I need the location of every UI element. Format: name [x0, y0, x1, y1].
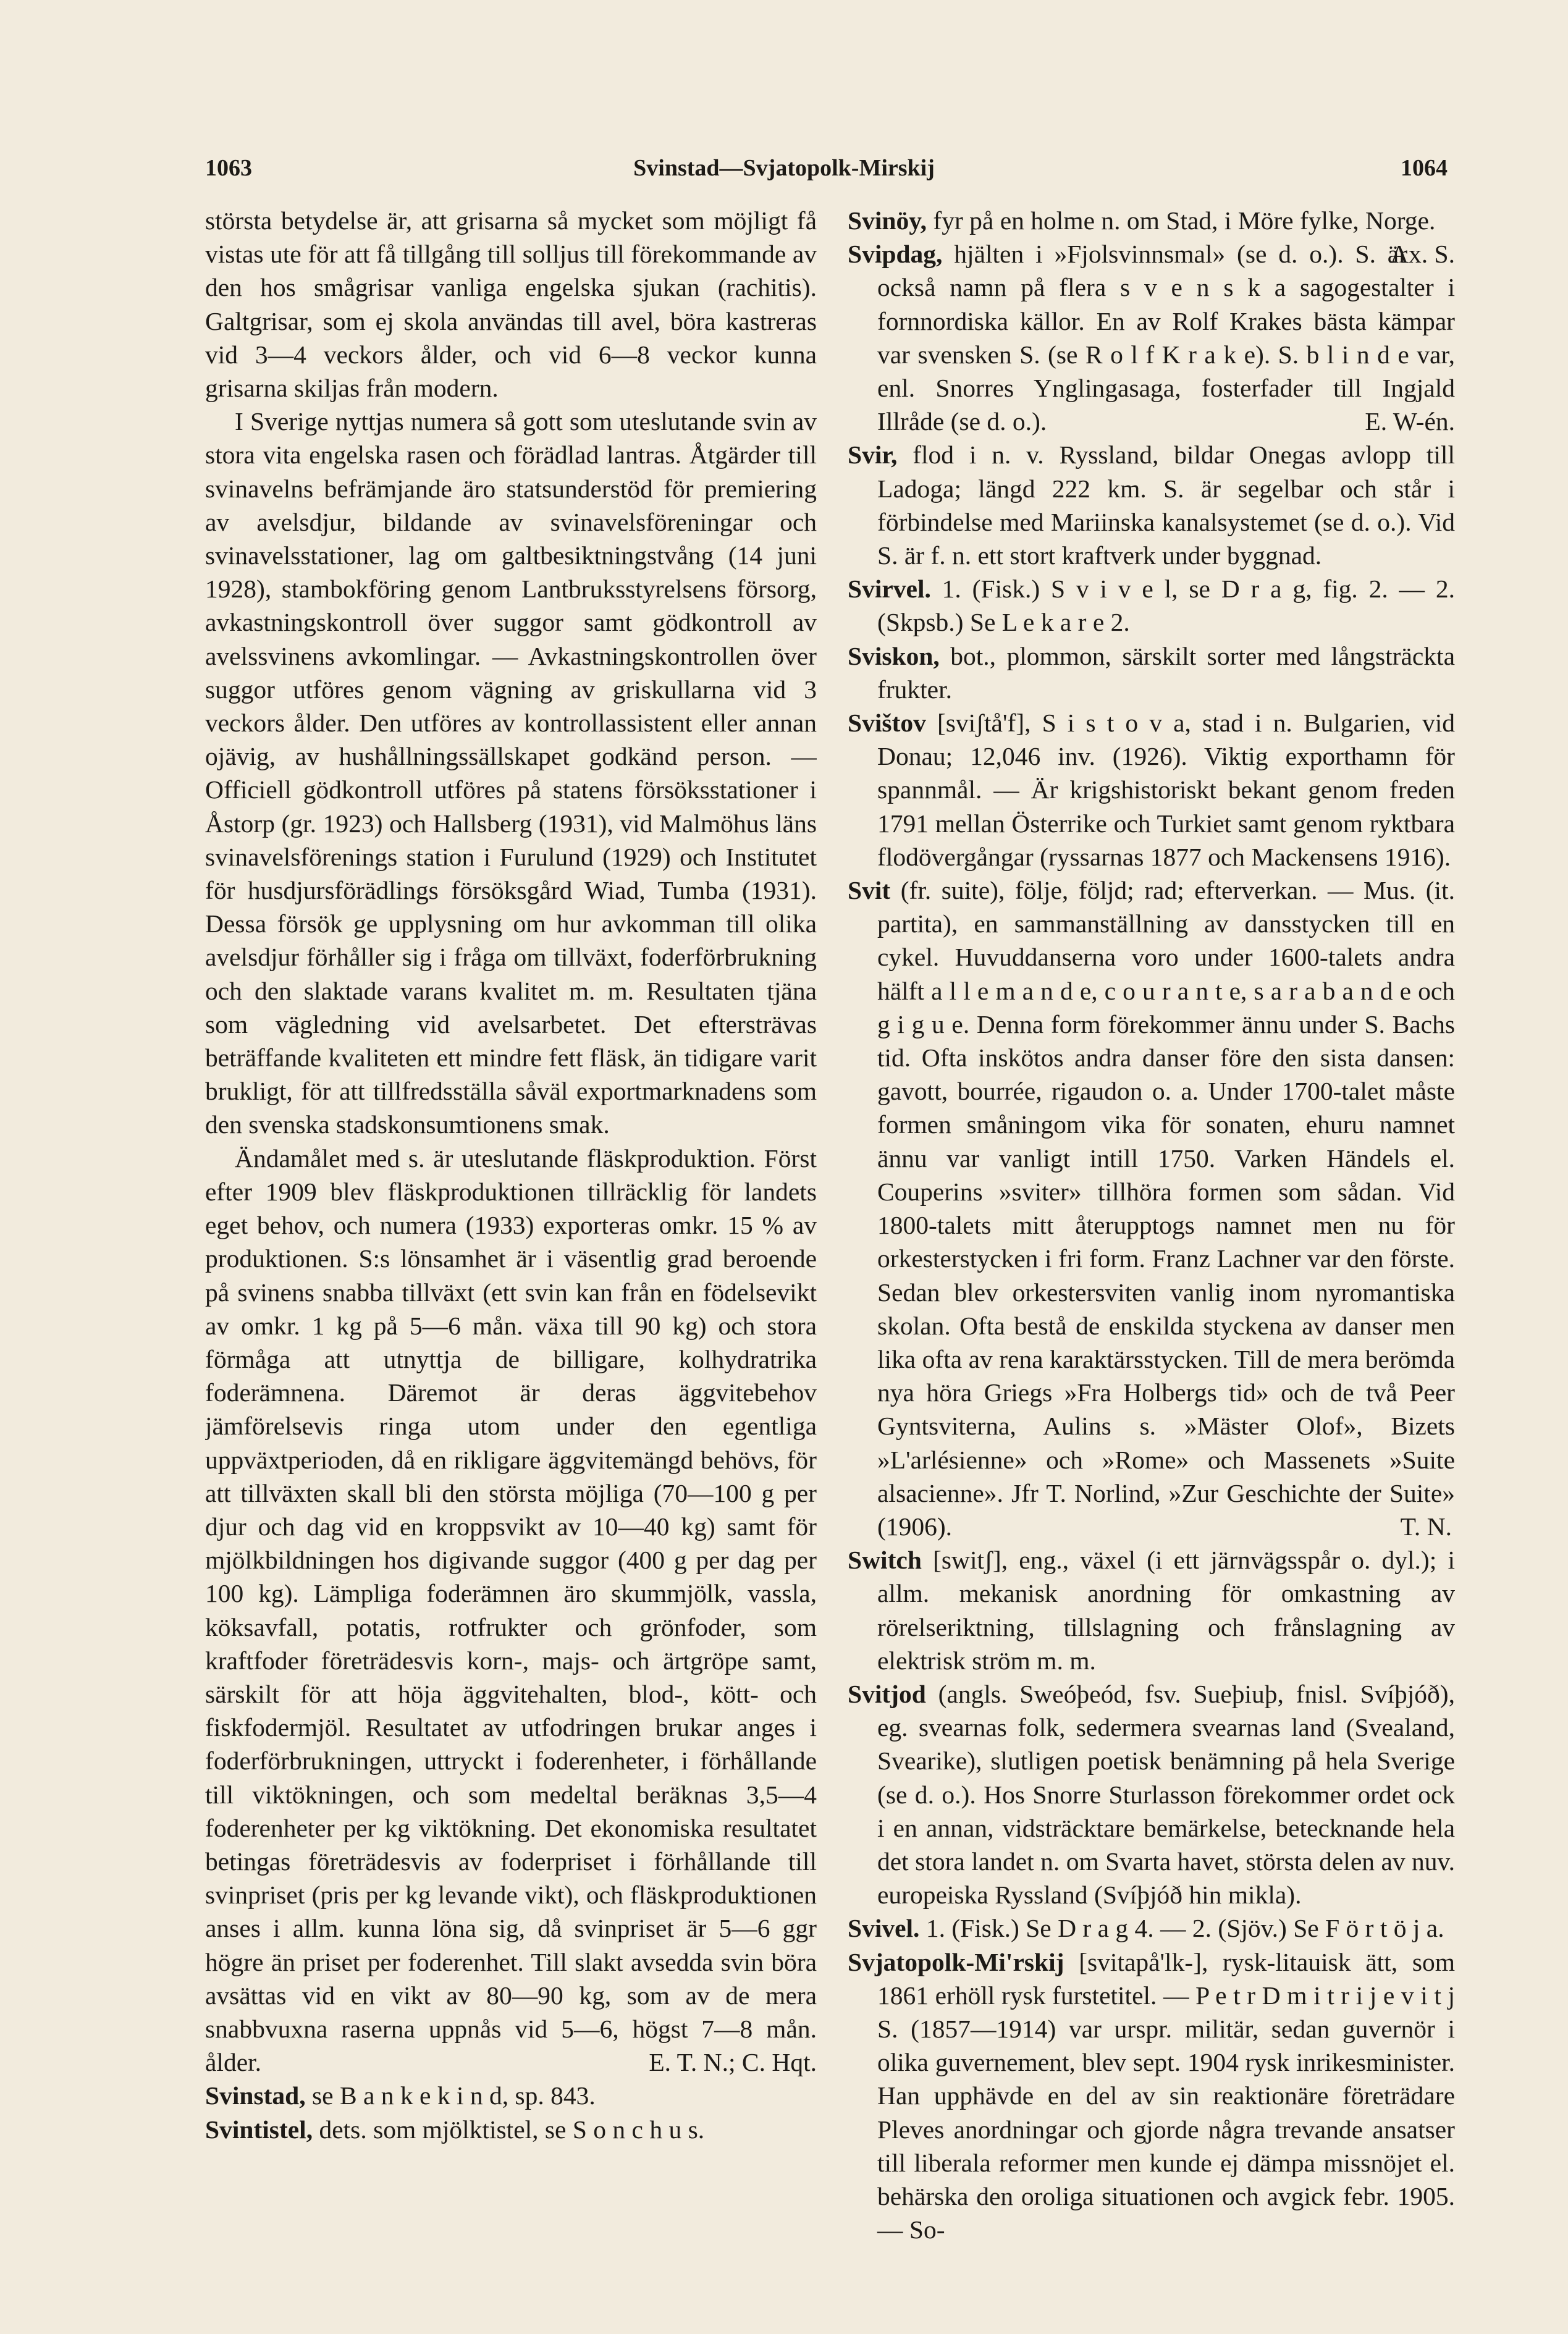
dictionary-entry — [848, 1543, 1455, 1677]
entry-text: 1. (Fisk.) Se D r a g 4. — 2. (Sjöv.) Se F ö r t ö j a. — [919, 1914, 1444, 1943]
entry-text: dets. som mjölktistel, se S o n c h u s. — [313, 2115, 705, 2144]
running-head: Svinstad—Svjatopolk-Mirskij — [633, 155, 935, 181]
entry-text: bot., plommon, särskilt sorter med långsträckta frukter. — [877, 641, 1455, 704]
author-signature: Ax. S. — [1390, 240, 1455, 269]
page-number-left: 1063 — [205, 155, 252, 181]
entry-headword: Svitjod — [848, 1679, 926, 1708]
entry-headword: Svištov — [848, 709, 926, 738]
body-paragraph — [205, 204, 817, 405]
page-number-right: 1064 — [1401, 155, 1448, 181]
entry-headword: Svipdag, — [848, 240, 943, 269]
entry-text: I Sverige nyttjas numera så gott som uteslutande svin av stora vita engelska rasen och förädlad lantras. Åtgärder till svinavelns befrämjande äro statsunderstöd för premiering av avelsdjur, bildande av svinavelsföreningar och svinavelsstationer, lag om galtbesiktningstvång (14 juni 1928), stambokföring genom Lantbruksstyrelsens försorg, avkastningskontroll över suggor samt gödkontroll av avelssvinens avkomlingar. — Avkastningskontrollen över suggor utföres genom vägning av griskullarna vid 3 veckors ålder. Den utföres av kontrollassistent eller annan ojävig, av hushållningssällskapet godkänd person. — Officiell gödkontroll utföres på statens försöksstationer i Åstorp (gr. 1923) och Hallsberg (1931), vid Malmöhus läns svinavelsförenings station i Furulund (1929) och Institutet för husdjursförädlings försöksgård Wiad, Tumba (1931). Dessa försök ge upplysning om hur avkomman till olika avelsdjur förhåller sig i fråga om tillväxt, foderförbrukning och den slaktade varans kvalitet m. m. Resultaten tjäna som vägledning vid avelsarbetet. Det eftersträvas beträffande kvaliteten ett mindre fett fläsk, än tidigare varit brukligt, för att tillfredsställa såväl exportmarknadens som den svenska stadskonsumtionens smak. — [205, 407, 817, 1139]
entry-text: (fr. suite), följe, följd; rad; efterverkan. — Mus. (it. partita), en sammanställning av dansstycken till en cykel. Huvuddanserna voro under 1600-talets andra hälft a l l e m a n d e, c o u r a n t e, s a r a b a n d e och g i g u e. Denna form förekommer ännu under S. Bachs tid. Ofta inskötos andra danser före den sista dansen: gavott, bourrée, rigaudon o. a. Under 1700-talet måste formen småningom vika för sonaten, ehuru namnet ännu var vanligt intill 1750. Varken Händels el. Couperins »sviter» tillhöra formen som sådan. Vid 1800-talets mitt återupptogs namnet men nu för orkesterstycken i fri form. Franz Lachner var den förste. Sedan blev orkestersviten vanlig inom nyromantiska skolan. Ofta bestå de enskilda styckena av danser men lika ofta av rena karaktärsstycken. Till de mera berömda nya höra Griegs »Fra Holbergs tid» och de två Peer Gyntsviterna, Aulins s. »Mäster Olof», Bizets »L'arlésienne» och »Rome» och Massenets »Suite alsacienne». Jfr T. Norlind, »Zur Geschichte der Suite» (1906). — [877, 876, 1455, 1541]
entry-text: [switʃ], eng., växel (i ett järnvägsspår o. dyl.); i allm. mekanisk anordning för omkastning av rörelseriktning, tillslagning och frånslagning av elektrisk ström m. m. — [877, 1546, 1455, 1675]
entry-headword: Switch — [848, 1546, 922, 1575]
dictionary-entry — [205, 2113, 817, 2146]
entry-text: se B a n k e k i n d, sp. 843. — [305, 2081, 596, 2110]
entry-headword: Sviskon, — [848, 641, 940, 670]
author-signature: E. W-én. — [1365, 407, 1455, 436]
entry-text: [svitapå'lk-], rysk-litauisk ätt, som 1861 erhöll rysk furstetitel. — P e t r D m i t r i j e v i t j S. (1857—1914) var urspr. militär, sedan guvernör i olika guvernement, blev sept. 1904 rysk inrikesminister. Han upphävde en del av sin reaktionäre företrädare Pleves anordningar och gjorde några trevande ansatser till liberala reformer men kunde ej dämpa missnöjet el. behärska den oroliga situationen och avgick febr. 1905. — So- — [877, 1947, 1455, 2244]
dictionary-entry — [848, 572, 1455, 639]
dictionary-entry — [848, 1945, 1455, 2247]
dictionary-entry — [848, 874, 1455, 1543]
entry-headword: Svir, — [848, 440, 898, 470]
entry-headword: Svinstad, — [205, 2081, 306, 2110]
entry-text: hjälten i »Fjolsvinnsmal» (se d. o.). S. är också namn på flera s v e n s k a sagogestalter i fornnordiska källor. En av Rolf Krakes bästa kämpar var svensken S. (se R o l f K r a k e). S. b l i n d e var, enl. Snorres Ynglingasaga, fosterfader till Ingjald Illråde (se d. o.). — [877, 240, 1455, 436]
entry-text: flod i n. v. Ryssland, bildar Onegas avlopp till Ladoga; längd 222 km. S. är segelbar och står i förbindelse med Mariinska kanalsystemet (se d. o.). Vid S. är f. n. ett stort kraftverk under byggnad. — [877, 440, 1455, 570]
entry-text: Ändamålet med s. är uteslutande fläskproduktion. Först efter 1909 blev fläskproduktionen tillräcklig för landets eget behov, och numera (1933) exporteras omkr. 15 % av produktionen. S:s lönsamhet är i väsentlig grad beroende på svinens snabba tillväxt (ett svin kan från en födelsevikt av omkr. 1 kg på 5—6 mån. växa till 90 kg) och stora förmåga att utnyttja de billigare, kolhydratrika foderämnena. Däremot är deras äggvitebehov jämförelsevis ringa utom under den egentliga uppväxtperioden, då en rikligare äggvitemängd behövs, för att tillväxten skall bli den största möjliga (70—100 g per djur och dag vid en kroppsvikt av 10—40 kg) samt för mjölkbildningen hos digivande suggor (400 g per dag per 100 kg). Lämpliga foderämnen äro skummjölk, vassla, köksavfall, potatis, rotfrukter och grönfoder, som kraftfoder företrädesvis korn-, majs- och ärtgröpe samt, särskilt för att höja äggvitehalten, blod-, kött- och fiskfodermjöl. Resultatet av utfodringen brukar anges i foderförbrukningen, uttryckt i foderenheter, i förhållande till viktökningen, och som medeltal beräknas 3,5—4 foderenheter per kg viktökning. Det ekonomiska resultatet betingas företrädesvis av foderpriset i förhållande till svinpriset (pris per kg levande vikt), och fläskproduktionen anses i allm. kunna löna sig, då svinpriset är 5—6 ggr högre än priset per foderenhet. Till slakt avsedda svin böra avsättas vid en vikt av 80—90 kg, som av de mera snabbvuxna raserna uppnås vid 5—6, högst 7—8 mån. ålder. — [205, 1144, 817, 2077]
body-paragraph — [205, 1142, 817, 2079]
dictionary-entry — [848, 1911, 1455, 1945]
entry-text: 1. (Fisk.) S v i v e l, se D r a g, fig. 2. — 2. (Skpsb.) Se L e k a r e 2. — [877, 575, 1455, 637]
dictionary-entry — [848, 639, 1455, 706]
right-column — [848, 204, 1455, 2323]
entry-headword: Svinöy, — [848, 206, 927, 235]
entry-headword: Svirvel. — [848, 575, 931, 604]
entry-text: fyr på en holme n. om Stad, i Möre fylke, Norge. — [927, 206, 1436, 235]
author-signature: T. N. — [1400, 1512, 1452, 1541]
entry-text: [sviʃtå'f], S i s t o v a, stad i n. Bulgarien, vid Donau; 12,046 inv. (1926). Viktig exporthamn för spannmål. — Är krigshistoriskt bekant genom freden 1791 mellan Österrike och Turkiet samt genom ryktbara flodövergångar (ryssarnas 1877 och Mackensens 1916). — [877, 709, 1455, 871]
dictionary-entry — [848, 1677, 1455, 1911]
entry-text: största betydelse är, att grisarna så mycket som möjligt få vistas ute för att få tillgång till solljus till förekommande av den hos smågrisar vanliga engelska sjukan (rachitis). Galtgrisar, som ej skola användas till avel, böra kastreras vid 3—4 veckors ålder, och vid 6—8 veckor kunna grisarna skiljas från modern. — [205, 206, 817, 403]
entry-text: (angls. Sweóþeód, fsv. Sueþiuþ, fnisl. Svíþjóð), eg. svearnas folk, sedermera svearnas land (Svealand, Svearike), slutligen poetisk benämning på hela Sverige (se d. o.). Hos Snorre Sturlasson förekommer ordet ock i en annan, vidsträcktare bemärkelse, betecknande hela det stora landet n. om Svarta havet, största delen av nuv. europeiska Ryssland (Svíþjóð hin mikla). — [877, 1679, 1455, 1910]
dictionary-entry — [848, 706, 1455, 874]
entry-headword: Svivel. — [848, 1914, 920, 1943]
dictionary-entry — [205, 2079, 817, 2112]
body-paragraph — [205, 405, 817, 1141]
entry-headword: Svjatopolk-Mi'rskij — [848, 1947, 1064, 1976]
entry-headword: Svintistel, — [205, 2115, 313, 2144]
author-signature: E. T. N.; C. Hqt. — [649, 2048, 817, 2077]
left-column — [205, 204, 817, 2323]
entry-headword: Svit — [848, 876, 891, 905]
dictionary-entry — [848, 438, 1455, 572]
dictionary-entry — [848, 237, 1455, 438]
